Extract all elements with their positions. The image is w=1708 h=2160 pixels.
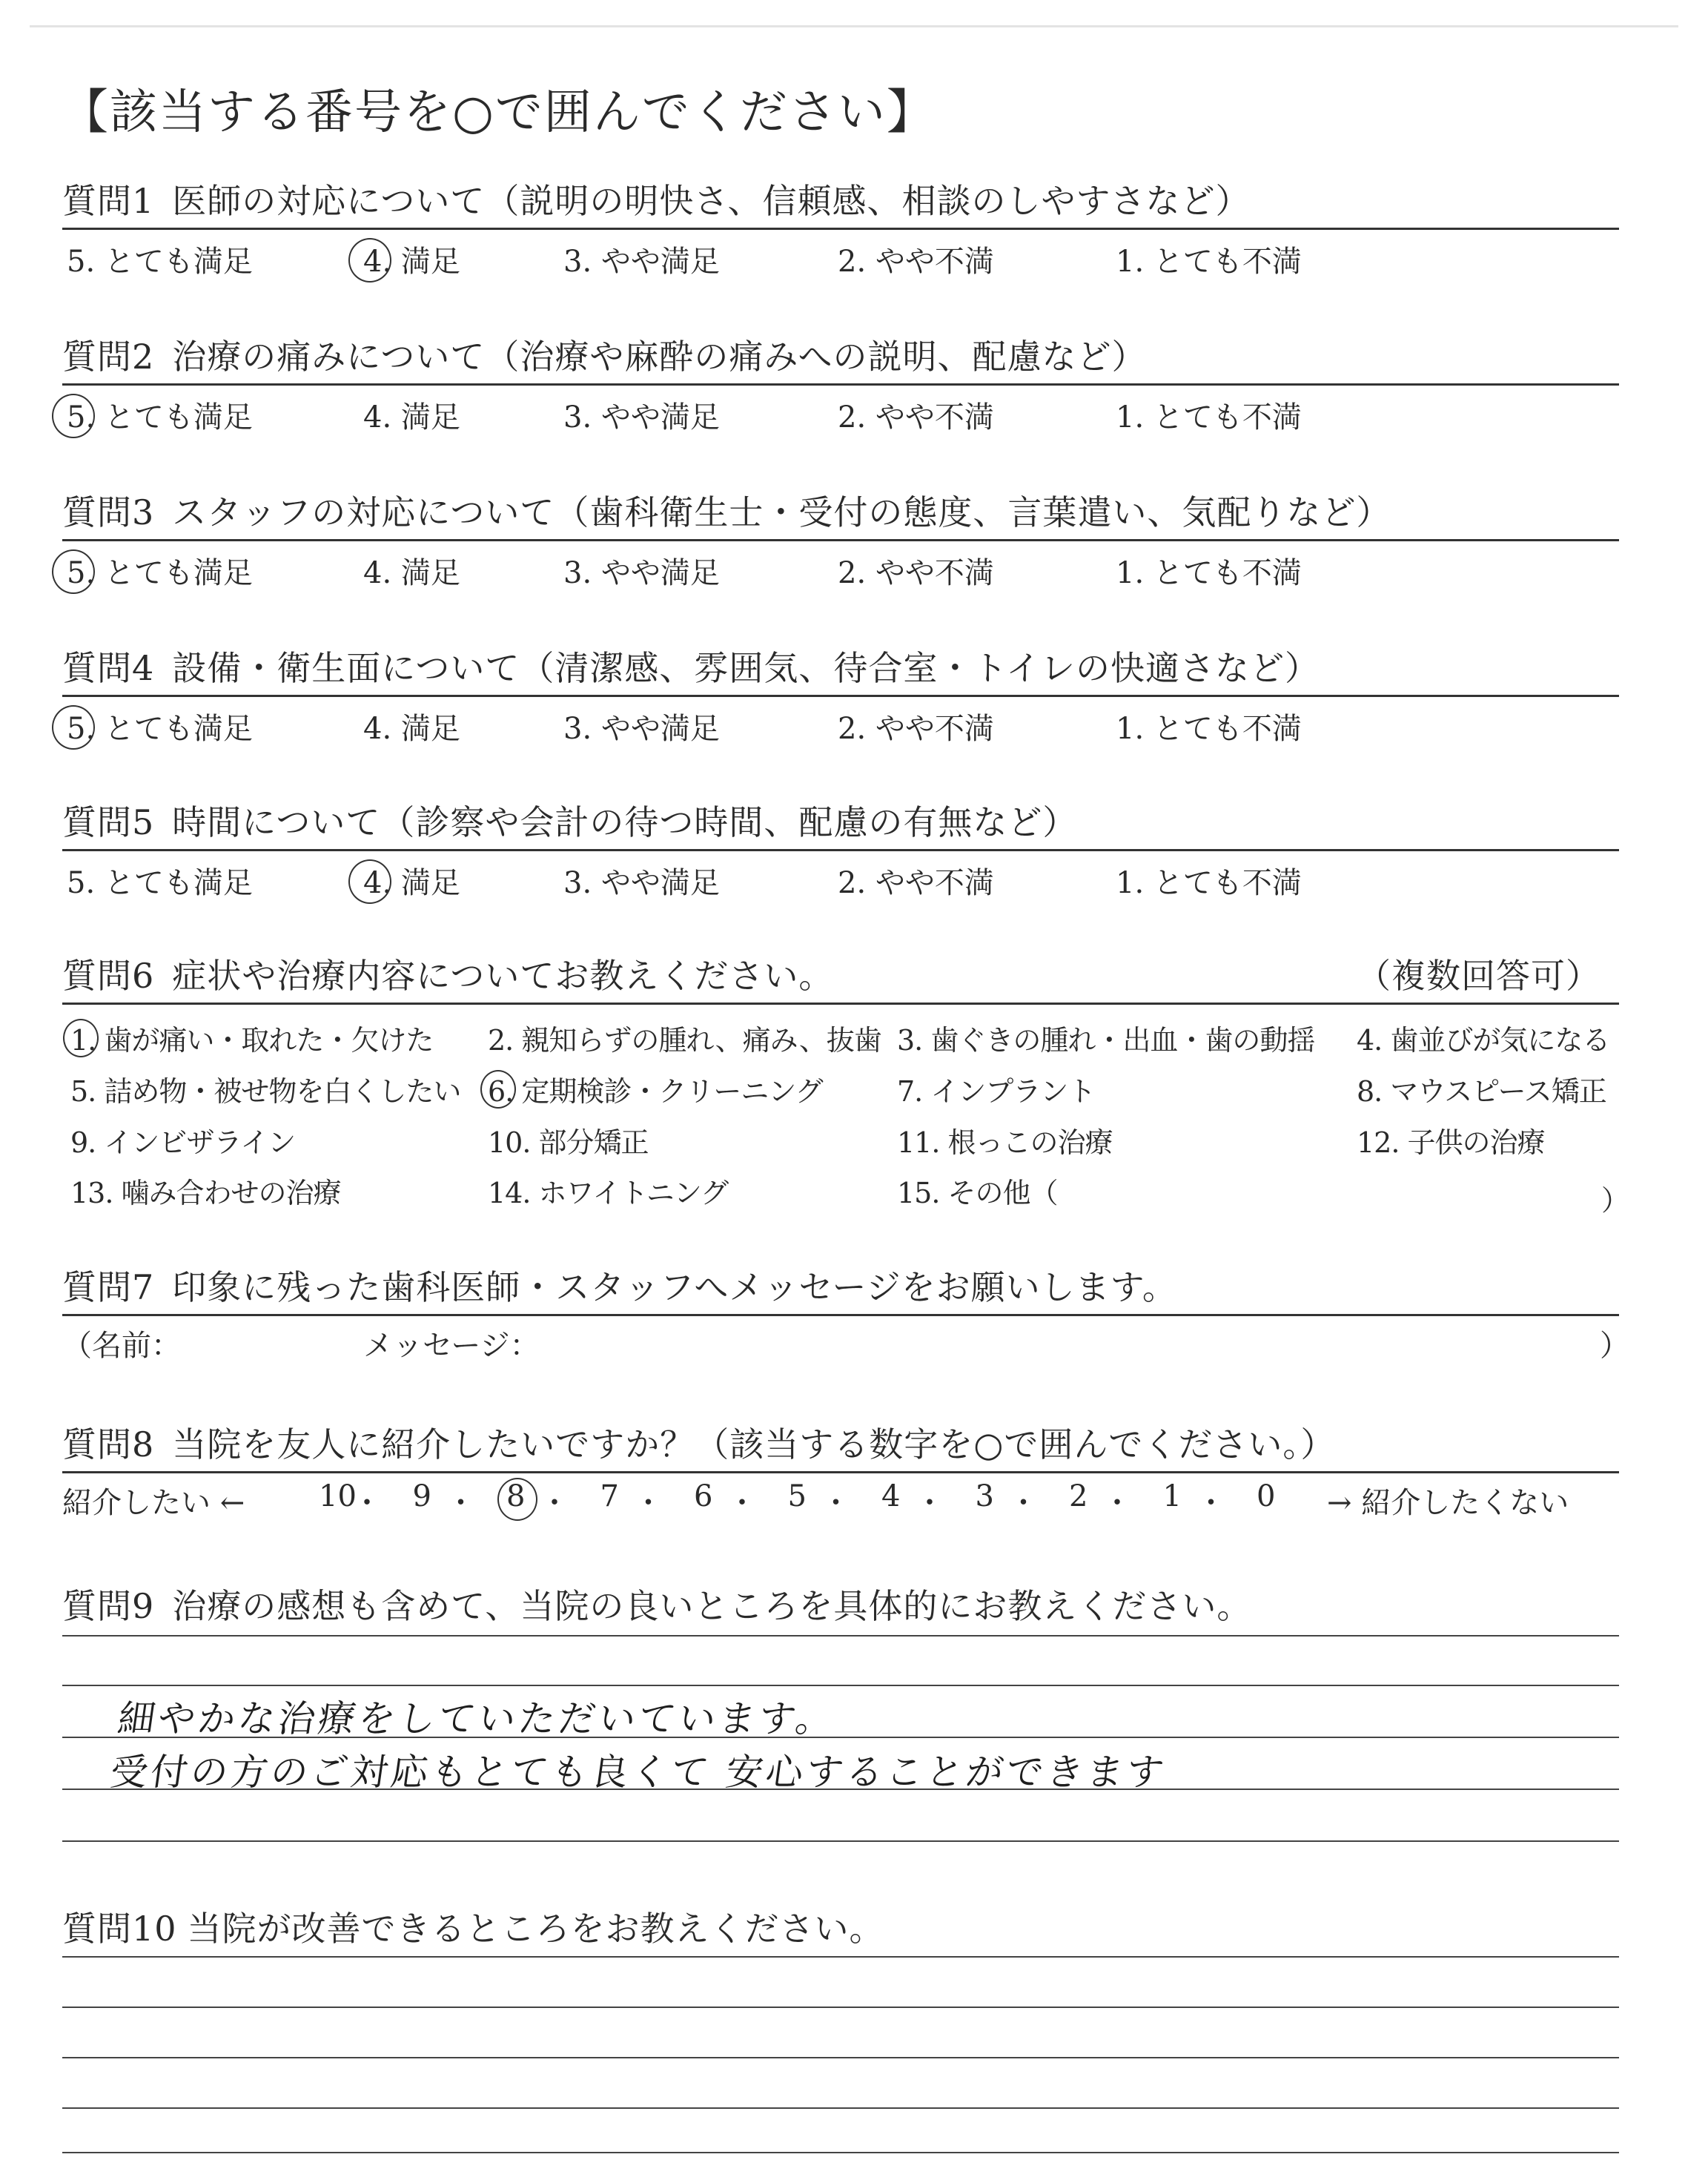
- question-10: [62, 1902, 884, 1951]
- message-close-paren: ）: [1600, 1329, 1629, 1363]
- symptom-option-1[interactable]: 1. 歯が痛い・取れた・欠けた: [70, 1024, 434, 1057]
- symptom-option-9[interactable]: 9. インビザライン: [70, 1126, 296, 1159]
- answer-line: [62, 2057, 1619, 2058]
- question-4: [62, 641, 1320, 690]
- selected-circle-mark: [348, 238, 391, 283]
- question-text: スタッフの対応について（歯科衛生士・受付の態度、言葉遣い、気配りなど）: [172, 492, 1391, 532]
- question-1: [62, 174, 1251, 223]
- scale-value-3[interactable]: 3: [975, 1479, 994, 1513]
- scale-value-1[interactable]: 1: [1162, 1479, 1182, 1513]
- scale-separator: ・: [540, 1486, 569, 1520]
- rating-option[interactable]: 2. やや不満: [838, 245, 994, 279]
- scale-separator: ・: [1196, 1486, 1226, 1520]
- scale-value-0[interactable]: 0: [1257, 1479, 1276, 1513]
- scale-separator: ・: [352, 1486, 382, 1520]
- symptom-option-11[interactable]: 11. 根っこの治療: [897, 1126, 1113, 1159]
- rating-option[interactable]: 4. 満足: [363, 556, 460, 590]
- question-rule: [62, 849, 1619, 851]
- question-text: 時間について（診察や会計の待つ時間、配慮の有無など）: [172, 802, 1078, 842]
- answer-line: [62, 1956, 1619, 1958]
- symptom-option-8[interactable]: 8. マウスピース矯正: [1357, 1075, 1606, 1108]
- question-rule: [62, 539, 1619, 541]
- handwritten-answer-line-1: 細やかな治療をしていただいています。: [115, 1697, 839, 1740]
- scale-value-8[interactable]: 8: [506, 1479, 526, 1513]
- question-text: 当院を友人に紹介したいですか？（該当する数字を○で囲んでください。）: [172, 1424, 1336, 1464]
- scale-separator: ・: [1008, 1486, 1039, 1520]
- question-text: 症状や治療内容についてお教えください。: [172, 956, 834, 996]
- rating-option[interactable]: 3. やや満足: [563, 556, 720, 590]
- question-6: [62, 949, 833, 998]
- answer-line: [62, 2152, 1619, 2153]
- symptom-option-5[interactable]: 5. 詰め物・被せ物を白くしたい: [70, 1075, 461, 1108]
- question-7: [62, 1261, 1177, 1309]
- question-number: 質問6: [62, 956, 155, 996]
- question-5: [62, 796, 1077, 845]
- selected-circle-mark: [348, 859, 391, 904]
- rating-option[interactable]: 1. とても不満: [1116, 556, 1302, 590]
- selected-circle-mark: [52, 394, 95, 438]
- scale-separator: ・: [1102, 1486, 1132, 1520]
- answer-line: [62, 1685, 1619, 1686]
- rating-option[interactable]: 4. 満足: [363, 712, 460, 746]
- scale-value-6[interactable]: 6: [694, 1479, 713, 1513]
- rating-option[interactable]: 2. やや不満: [838, 712, 994, 746]
- rating-option[interactable]: 4. 満足: [363, 866, 460, 900]
- message-label: メッセージ：: [363, 1329, 540, 1363]
- question-text: 当院が改善できるところをお教えください。: [187, 1909, 884, 1949]
- scale-separator: ・: [821, 1486, 851, 1520]
- handwritten-answer-line-2: 受付の方のご対応もとても良くて 安心することができます: [107, 1751, 1170, 1794]
- question-number: 質問10: [62, 1909, 177, 1949]
- symptom-option-12[interactable]: 12. 子供の治療: [1357, 1126, 1545, 1159]
- rating-option[interactable]: 5. とても満足: [67, 866, 253, 900]
- question-8: [62, 1418, 1335, 1467]
- question-text: 医師の対応について（説明の明快さ、信頼感、相談のしやすさなど）: [172, 181, 1251, 221]
- rating-option[interactable]: 5. とても満足: [67, 712, 253, 746]
- symptom-option-10[interactable]: 10. 部分矯正: [488, 1126, 649, 1159]
- instruction-header: 【該当する番号を○で囲んでください】: [61, 85, 936, 140]
- rating-option[interactable]: 5. とても満足: [67, 400, 253, 435]
- selected-circle-mark: [480, 1070, 516, 1109]
- question-3: [62, 486, 1391, 535]
- question-2: [62, 330, 1146, 379]
- scale-separator: ・: [446, 1486, 476, 1520]
- symptom-option-6[interactable]: 6. 定期検診・クリーニング: [488, 1075, 823, 1108]
- question-rule: [62, 383, 1619, 386]
- rating-option[interactable]: 2. やや不満: [838, 866, 994, 900]
- answer-line: [62, 2007, 1619, 2008]
- symptom-option-13[interactable]: 13. 噛み合わせの治療: [70, 1177, 341, 1209]
- rating-option[interactable]: 3. やや満足: [563, 712, 720, 746]
- top-scan-line: [30, 25, 1678, 27]
- recommend-label: 紹介したい ←: [62, 1486, 245, 1520]
- question-number: 質問1: [62, 181, 155, 221]
- rating-option[interactable]: 3. やや満足: [563, 400, 720, 435]
- question-rule: [62, 695, 1619, 697]
- scale-separator: ・: [727, 1486, 757, 1520]
- question-number: 質問2: [62, 337, 155, 377]
- question-rule: [62, 228, 1619, 230]
- selected-circle-mark: [63, 1019, 99, 1057]
- answer-line: [62, 2107, 1619, 2109]
- rating-option[interactable]: 5. とても満足: [67, 245, 253, 279]
- question-6-rule: [62, 1003, 1619, 1005]
- question-text: 設備・衛生面について（清潔感、雰囲気、待合室・トイレの快適さなど）: [172, 648, 1320, 688]
- scale-separator: ・: [633, 1486, 663, 1520]
- selected-circle-mark: [497, 1478, 537, 1521]
- other-close-paren: ）: [1601, 1184, 1629, 1217]
- question-number: 質問8: [62, 1424, 155, 1464]
- scale-separator: ・: [915, 1486, 944, 1520]
- question-number: 質問9: [62, 1586, 155, 1626]
- not-recommend-label: → 紹介したくない: [1327, 1486, 1569, 1520]
- rating-option[interactable]: 3. やや満足: [563, 866, 720, 900]
- scale-value-10[interactable]: 10: [319, 1479, 357, 1513]
- scale-value-9[interactable]: 9: [412, 1479, 431, 1513]
- question-number: 質問5: [62, 802, 155, 842]
- rating-option[interactable]: 1. とても不満: [1116, 245, 1302, 279]
- symptom-option-4[interactable]: 4. 歯並びが気になる: [1357, 1024, 1610, 1057]
- scale-value-2[interactable]: 2: [1069, 1479, 1088, 1513]
- question-number: 質問3: [62, 492, 155, 532]
- rating-option[interactable]: 1. とても不満: [1116, 712, 1302, 746]
- rating-option[interactable]: 1. とても不満: [1116, 400, 1302, 435]
- symptom-option-14[interactable]: 14. ホワイトニング: [488, 1177, 729, 1209]
- rating-option[interactable]: 2. やや不満: [838, 400, 994, 435]
- question-number: 質問7: [62, 1267, 155, 1307]
- name-label: （名前：: [62, 1329, 181, 1363]
- question-text: 治療の感想も含めて、当院の良いところを具体的にお教えください。: [172, 1586, 1252, 1626]
- scale-value-7[interactable]: 7: [600, 1479, 619, 1513]
- rating-option[interactable]: 2. やや不満: [838, 556, 994, 590]
- multiple-answer-note: （複数回答可）: [1357, 956, 1601, 996]
- question-number: 質問4: [62, 648, 155, 688]
- question-9: [62, 1579, 1251, 1628]
- symptom-option-3[interactable]: 3. 歯ぐきの腫れ・出血・歯の動揺: [897, 1024, 1315, 1057]
- selected-circle-mark: [52, 705, 95, 750]
- answer-line: [62, 1635, 1619, 1636]
- answer-line: [62, 1840, 1619, 1842]
- rating-option[interactable]: 5. とても満足: [67, 556, 253, 590]
- symptom-option-7[interactable]: 7. インプラント: [897, 1075, 1096, 1108]
- rating-option[interactable]: 4. 満足: [363, 400, 460, 435]
- question-8-rule: [62, 1471, 1619, 1473]
- symptom-option-2[interactable]: 2. 親知らずの腫れ、痛み、抜歯: [488, 1024, 881, 1057]
- selected-circle-mark: [52, 549, 95, 594]
- scale-value-4[interactable]: 4: [881, 1479, 901, 1513]
- question-7-rule: [62, 1314, 1619, 1316]
- question-text: 印象に残った歯科医師・スタッフへメッセージをお願いします。: [172, 1267, 1177, 1307]
- question-text: 治療の痛みについて（治療や麻酔の痛みへの説明、配慮など）: [172, 337, 1147, 377]
- rating-option[interactable]: 3. やや満足: [563, 245, 720, 279]
- rating-option[interactable]: 1. とても不満: [1116, 866, 1302, 900]
- rating-option[interactable]: 4. 満足: [363, 245, 460, 279]
- symptom-option-15[interactable]: 15. その他（: [897, 1177, 1058, 1209]
- scale-value-5[interactable]: 5: [787, 1479, 807, 1513]
